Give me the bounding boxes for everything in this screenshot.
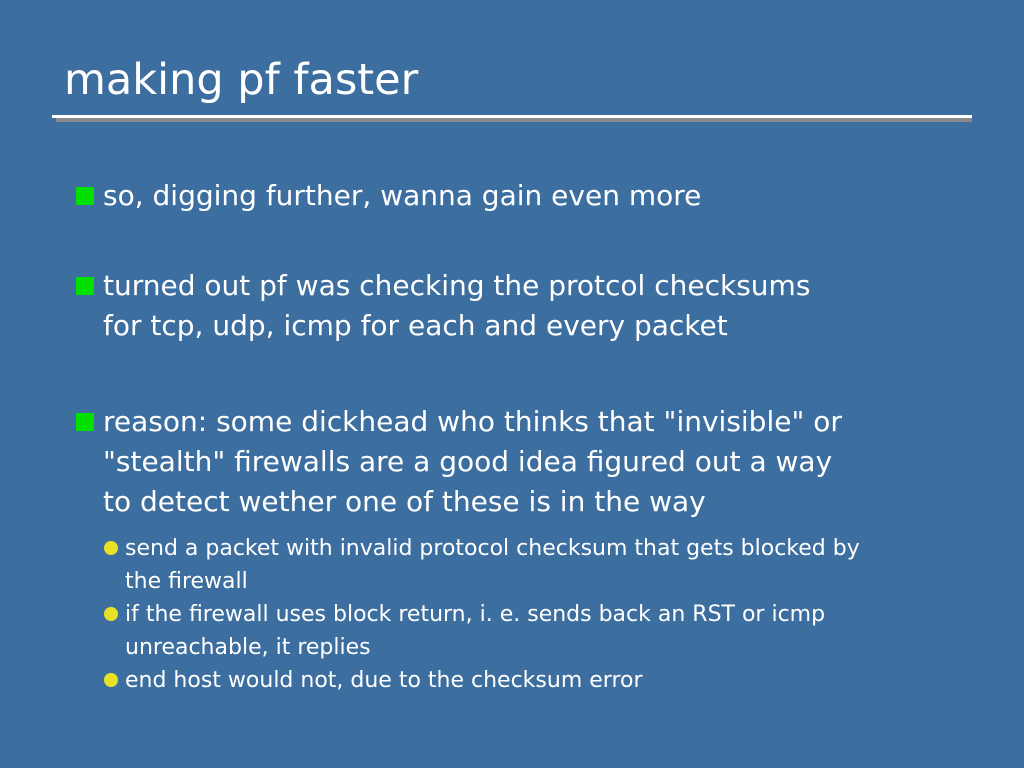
bullet-square-icon xyxy=(76,413,94,431)
bullet-line: "stealth" firewalls are a good idea figured out a way xyxy=(103,445,833,478)
bullet-line: send a packet with invalid protocol checksum that gets blocked by xyxy=(125,536,860,561)
bullet-circle-icon xyxy=(104,673,118,687)
bullet-text xyxy=(103,266,810,346)
bullet-item-3 xyxy=(76,402,842,522)
bullet-line: so, digging further, wanna gain even more xyxy=(103,179,702,212)
sub-bullet-text xyxy=(125,664,643,697)
bullet-line: unreachable, it replies xyxy=(125,635,371,660)
title-underline-shadow xyxy=(56,118,972,122)
sub-bullet-item-2 xyxy=(104,598,825,664)
bullet-circle-icon xyxy=(104,541,118,555)
sub-bullet-item-3 xyxy=(104,664,643,697)
sub-bullet-text xyxy=(125,532,860,598)
bullet-square-icon xyxy=(76,187,94,205)
bullet-line: end host would not, due to the checksum error xyxy=(125,668,643,693)
bullet-circle-icon xyxy=(104,607,118,621)
bullet-item-1 xyxy=(76,176,701,216)
slide-title: making pf faster xyxy=(64,55,419,105)
sub-bullet-text xyxy=(125,598,825,664)
bullet-item-2 xyxy=(76,266,810,346)
bullet-square-icon xyxy=(76,277,94,295)
bullet-text xyxy=(103,402,842,522)
bullet-line: for tcp, udp, icmp for each and every packet xyxy=(103,309,728,342)
bullet-text xyxy=(103,176,701,216)
bullet-line: to detect wether one of these is in the way xyxy=(103,485,706,518)
bullet-line: if the firewall uses block return, i. e. sends back an RST or icmp xyxy=(125,602,826,627)
bullet-line: reason: some dickhead who thinks that "invisible" or xyxy=(103,405,842,438)
bullet-line: the firewall xyxy=(125,569,248,594)
sub-bullet-item-1 xyxy=(104,532,860,598)
bullet-line: turned out pf was checking the protcol checksums xyxy=(103,269,811,302)
